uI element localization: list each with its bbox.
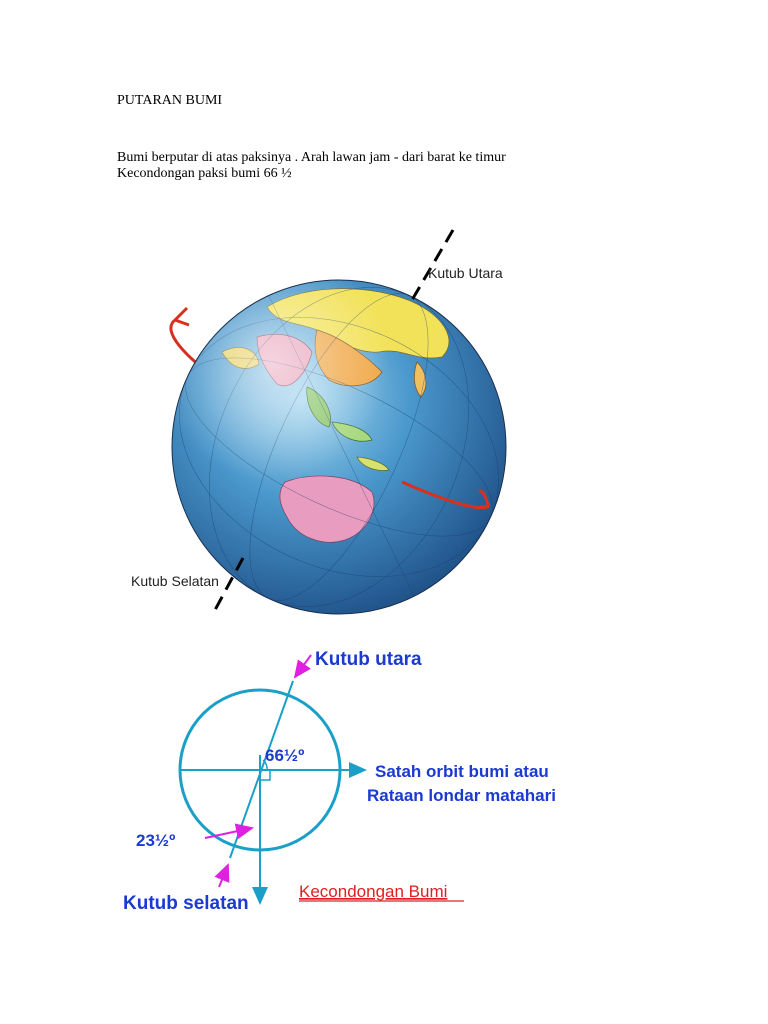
document-title: PUTARAN BUMI (117, 93, 223, 108)
paragraph-line-2: Kecondongan paksi bumi 66 ½ (117, 166, 292, 181)
paragraph-line-1: Bumi berputar di atas paksinya . Arah lawan jam - dari barat ke timur (117, 150, 506, 165)
tilt-diagram (117, 635, 587, 925)
south-pointer-arrow (219, 865, 228, 887)
globe-north-label: Kutub Utara (428, 265, 503, 281)
rotation-arrow-west-icon (175, 308, 189, 325)
globe-illustration (117, 212, 549, 624)
diagram-caption: Kecondongan Bumi (299, 882, 448, 901)
diagram-north-label: Kutub utara (315, 649, 422, 670)
diagram-south-label: Kutub selatan (123, 893, 249, 914)
globe-figure (117, 212, 549, 624)
orbit-plane-label-1: Satah orbit bumi atau (375, 762, 549, 781)
north-pointer-arrow (295, 655, 311, 677)
angle-23-label: 23½º (136, 831, 176, 850)
globe-south-label: Kutub Selatan (131, 573, 219, 589)
angle-66-label: 66½º (265, 746, 305, 765)
orbit-plane-label-2: Rataan londar matahari (367, 786, 556, 805)
tilt-diagram-svg (117, 635, 587, 925)
